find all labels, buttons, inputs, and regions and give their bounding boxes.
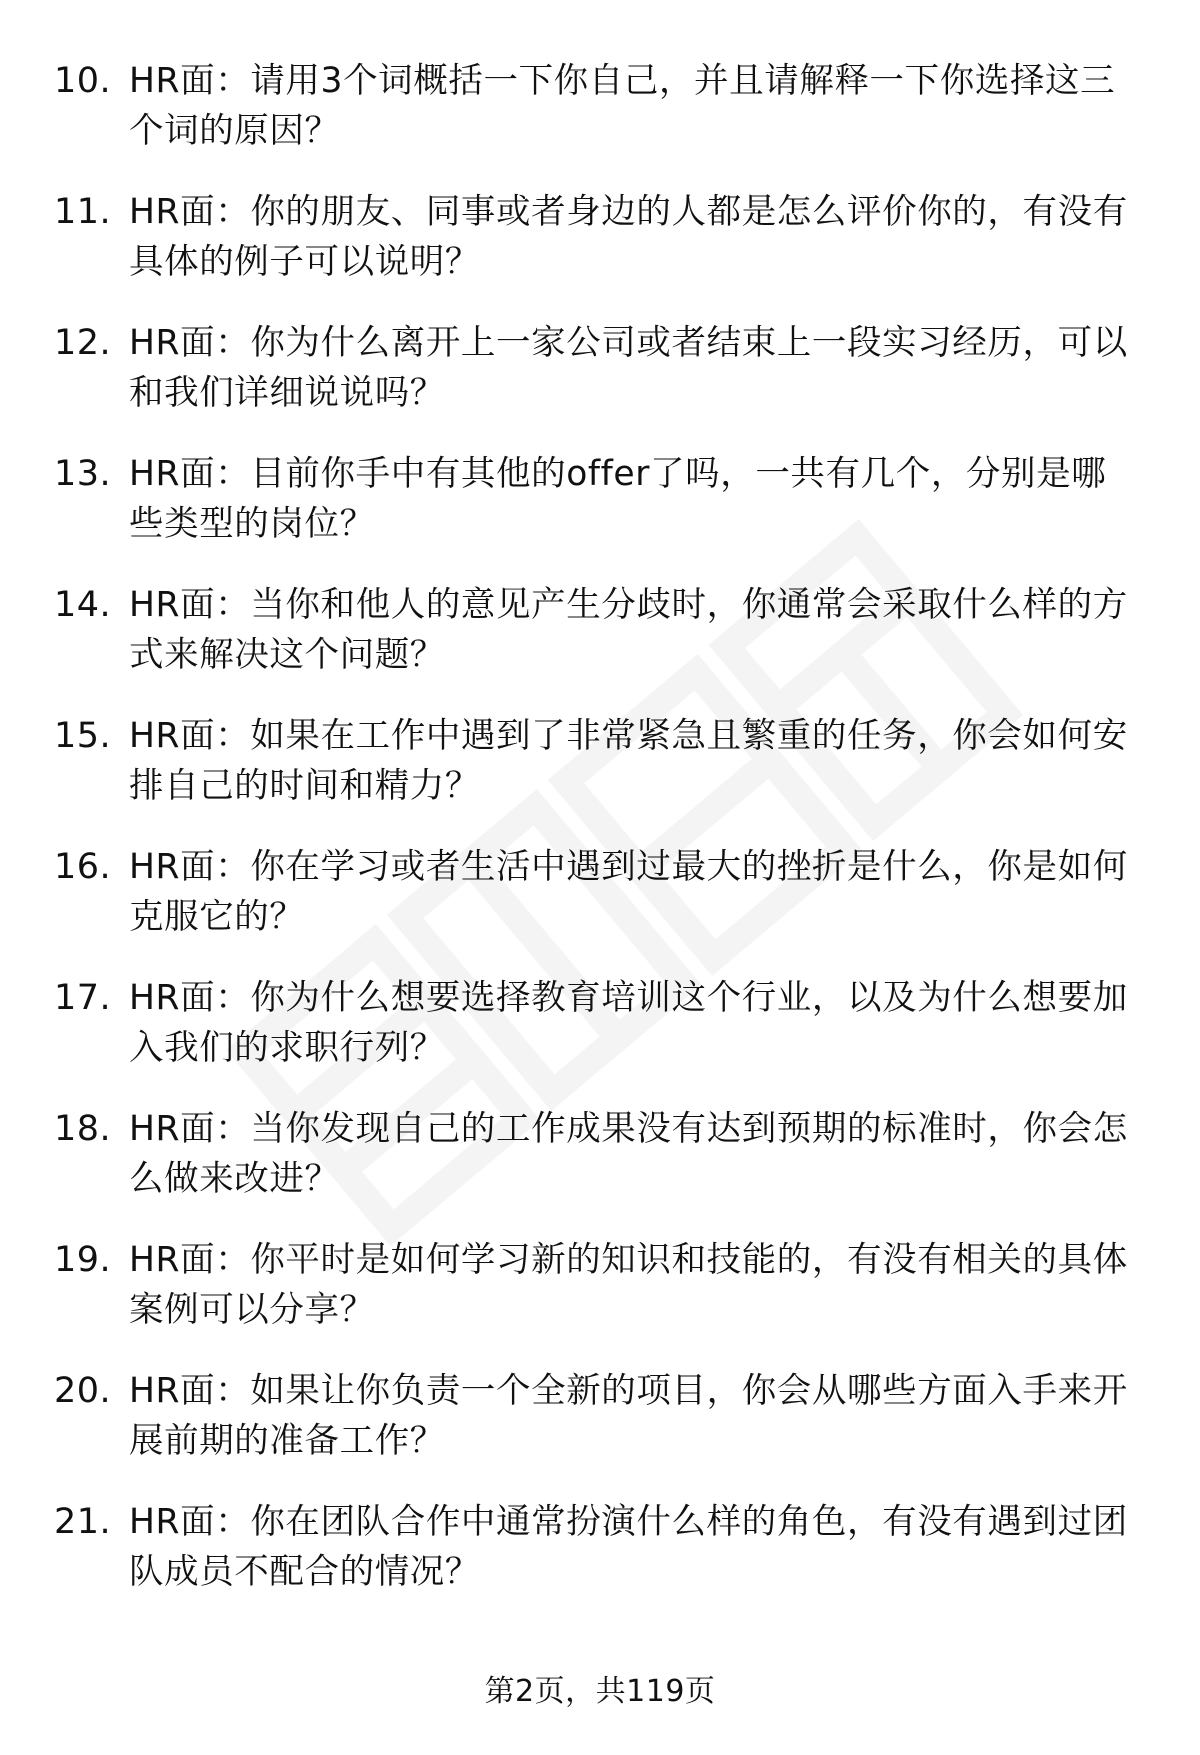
question-number: 18. — [54, 1109, 112, 1149]
question-number: 12. — [54, 323, 112, 363]
question-number: 16. — [54, 847, 112, 887]
question-item — [54, 56, 1154, 161]
question-item — [54, 580, 1154, 685]
question-number: 19. — [54, 1240, 112, 1280]
question-text: HR面：你为什么离开上一家公司或者结束上一段实习经历，可以和我们详细说说吗？ — [129, 323, 1128, 413]
question-text: HR面：目前你手中有其他的offer了吗，一共有几个，分别是哪些类型的岗位？ — [129, 454, 1107, 544]
question-number: 10. — [54, 61, 112, 101]
question-number: 20. — [54, 1371, 112, 1411]
question-item — [54, 318, 1154, 423]
question-item — [54, 711, 1154, 816]
question-text: HR面：当你发现自己的工作成果没有达到预期的标准时，你会怎么做来改进？ — [129, 1109, 1128, 1199]
question-text: HR面：如果在工作中遇到了非常紧急且繁重的任务，你会如何安排自己的时间和精力？ — [129, 716, 1128, 806]
question-text: HR面：你在团队合作中通常扮演什么样的角色，有没有遇到过团队成员不配合的情况？ — [129, 1502, 1128, 1592]
question-item — [54, 187, 1154, 292]
question-number: 11. — [54, 192, 112, 232]
question-text: HR面：如果让你负责一个全新的项目，你会从哪些方面入手来开展前期的准备工作？ — [129, 1371, 1128, 1461]
question-text: HR面：你在学习或者生活中遇到过最大的挫折是什么，你是如何克服它的？ — [129, 847, 1128, 937]
question-list — [54, 56, 1154, 1628]
question-text: HR面：你为什么想要选择教育培训这个行业，以及为什么想要加入我们的求职行列？ — [129, 978, 1128, 1068]
question-item — [54, 842, 1154, 947]
question-text: HR面：当你和他人的意见产生分歧时，你通常会采取什么样的方式来解决这个问题？ — [129, 585, 1128, 675]
question-number: 13. — [54, 454, 112, 494]
question-number: 14. — [54, 585, 112, 625]
question-text: HR面：请用3个词概括一下你自己，并且请解释一下你选择这三个词的原因？ — [129, 61, 1116, 151]
question-item — [54, 1497, 1154, 1602]
question-item — [54, 1104, 1154, 1209]
question-number: 21. — [54, 1502, 112, 1542]
question-number: 17. — [54, 978, 112, 1018]
question-text: HR面：你平时是如何学习新的知识和技能的，有没有相关的具体案例可以分享？ — [129, 1240, 1128, 1330]
question-item — [54, 1366, 1154, 1471]
question-number: 15. — [54, 716, 112, 756]
question-item — [54, 1235, 1154, 1340]
question-item — [54, 973, 1154, 1078]
question-item — [54, 449, 1154, 554]
question-text: HR面：你的朋友、同事或者身边的人都是怎么评价你的，有没有具体的例子可以说明？ — [129, 192, 1128, 282]
page-footer: 第2页，共119页 — [484, 1674, 716, 1709]
